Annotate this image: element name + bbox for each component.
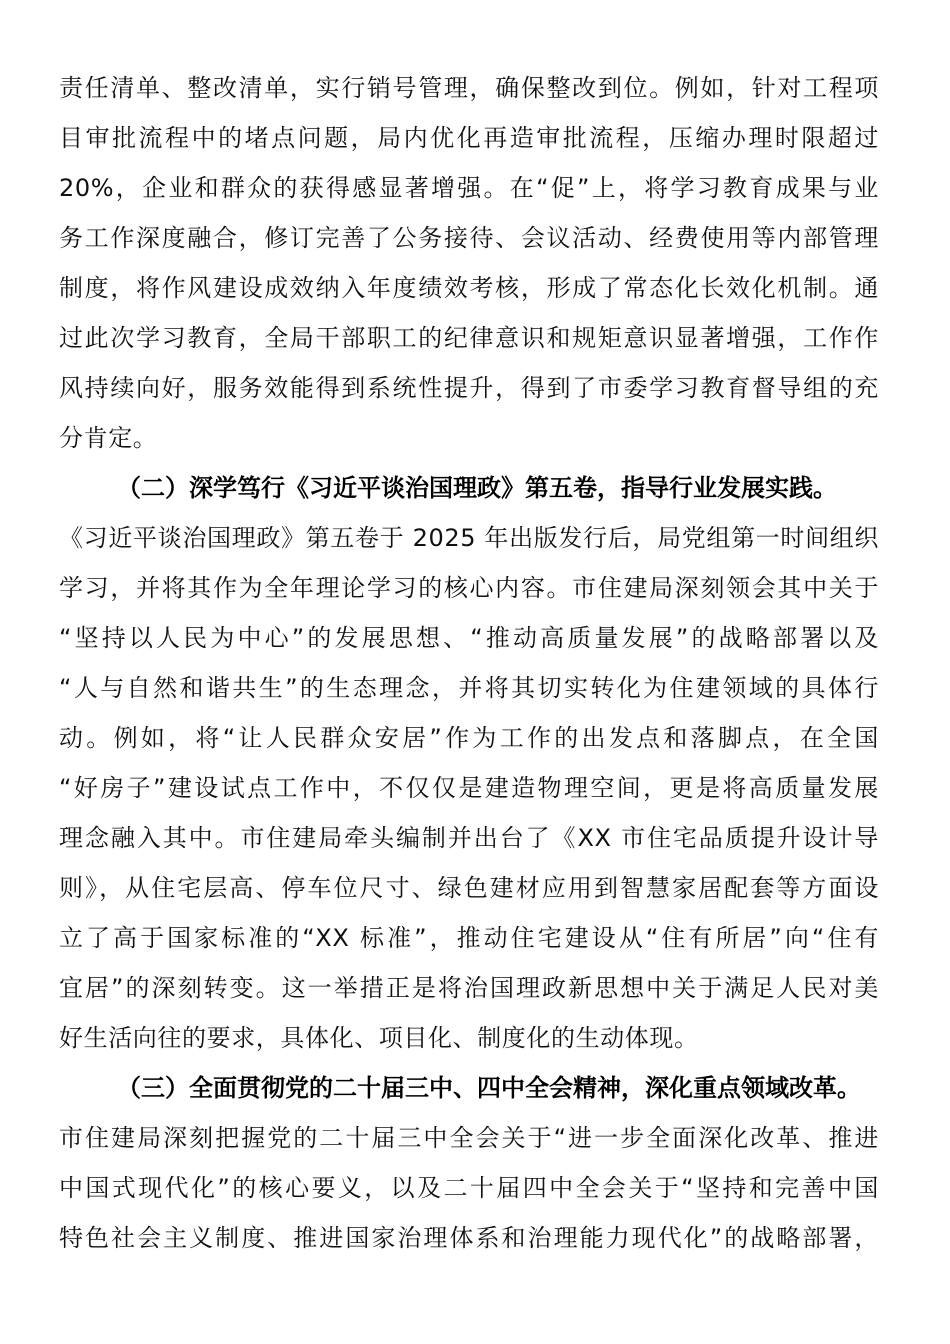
- paragraph-3-line: 市住建局深刻把握党的二十届三中全会关于“进一步全面深化改革、推进: [59, 1124, 879, 1152]
- paragraph-1-line: 过此次学习教育，全局干部职工的纪律意识和规矩意识显著增强，工作作: [59, 324, 879, 352]
- paragraph-1-line: 责任清单、整改清单，实行销号管理，确保整改到位。例如，针对工程项: [59, 74, 879, 102]
- paragraph-2-line: 则》，从住宅层高、停车位尺寸、绿色建材应用到智慧家居配套等方面设: [59, 874, 879, 902]
- paragraph-3-line: 中国式现代化”的核心要义，以及二十届四中全会关于“坚持和完善中国: [59, 1174, 879, 1202]
- paragraph-2-line: 立了高于国家标准的“XX 标准”，推动住宅建设从“住有所居”向“住有: [59, 924, 879, 952]
- paragraph-1-line: 制度，将作风建设成效纳入年度绩效考核，形成了常态化长效化机制。通: [59, 274, 879, 302]
- paragraph-2-line: “好房子”建设试点工作中，不仅仅是建造物理空间，更是将高质量发展: [59, 774, 879, 802]
- paragraph-1-line: 务工作深度融合，修订完善了公务接待、会议活动、经费使用等内部管理: [59, 224, 879, 252]
- paragraph-1-line: 风持续向好，服务效能得到系统性提升，得到了市委学习教育督导组的充: [59, 374, 879, 402]
- paragraph-2-line: 好生活向往的要求，具体化、项目化、制度化的生动体现。: [59, 1024, 699, 1052]
- paragraph-1-line: 分肯定。: [59, 424, 158, 452]
- section-heading-3: （三）全面贯彻党的二十届三中、四中全会精神，深化重点领域改革。: [117, 1074, 861, 1102]
- paragraph-2-line: “坚持以人民为中心”的发展思想、“推动高质量发展”的战略部署以及: [59, 624, 879, 652]
- section-heading-2: （二）深学笃行《习近平谈治国理政》第五卷，指导行业发展实践。: [117, 474, 837, 502]
- paragraph-2-line: 学习，并将其作为全年理论学习的核心内容。市住建局深刻领会其中关于: [59, 574, 879, 602]
- paragraph-2-line: 宜居”的深刻转变。这一举措正是将治国理政新思想中关于满足人民对美: [59, 974, 879, 1002]
- paragraph-2-line: 动。例如，将“让人民群众安居”作为工作的出发点和落脚点，在全国: [59, 724, 879, 752]
- paragraph-1-line: 目审批流程中的堵点问题，局内优化再造审批流程，压缩办理时限超过: [59, 124, 879, 152]
- paragraph-2-line: “人与自然和谐共生”的生态理念，并将其切实转化为住建领域的具体行: [59, 674, 879, 702]
- paragraph-2-line: 理念融入其中。市住建局牵头编制并出台了《XX 市住宅品质提升设计导: [59, 824, 879, 852]
- paragraph-1-line: 20%，企业和群众的获得感显著增强。在“促”上，将学习教育成果与业: [59, 174, 879, 202]
- paragraph-3-line: 特色社会主义制度、推进国家治理体系和治理能力现代化”的战略部署，: [59, 1224, 879, 1252]
- paragraph-2-line: 《习近平谈治国理政》第五卷于 2025 年出版发行后，局党组第一时间组织: [59, 524, 879, 552]
